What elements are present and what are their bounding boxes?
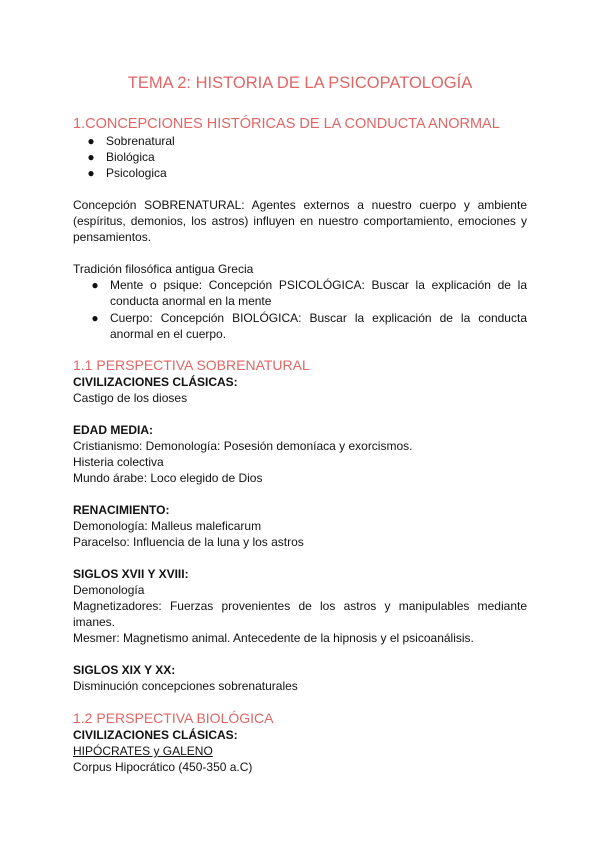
text-line: Mesmer: Magnetismo animal. Antecedente de la hipnosis y el psicoanálisis.: [73, 631, 474, 645]
era-label: SIGLOS XVII Y XVIII:: [73, 567, 189, 581]
paragraph-tradicion: Tradición filosófica antigua Grecia: [73, 262, 254, 276]
text-line: Histeria colectiva: [73, 455, 164, 469]
text-line: Demonología: [73, 583, 145, 597]
text-line: Castigo de los dioses: [73, 391, 188, 405]
text-line: Paracelso: Influencia de la luna y los astros: [73, 535, 304, 549]
bullet-icon: ●: [91, 311, 99, 325]
text-line: Cristianismo: Demonología: Posesión demoníaca y exorcismos.: [73, 439, 413, 453]
page-title: TEMA 2: HISTORIA DE LA PSICOPATOLOGÍA: [127, 74, 473, 92]
text-line: Corpus Hipocrático (450-350 a.C): [73, 760, 253, 774]
text-line: Demonología: Malleus maleficarum: [73, 519, 262, 533]
underlined-names: HIPÓCRATES y GALENO: [73, 744, 213, 758]
section-heading-concepciones: 1.CONCEPCIONES HISTÓRICAS DE LA CONDUCTA ANORMAL: [73, 116, 500, 132]
section-heading-biologica: 1.2 PERSPECTIVA BIOLÓGICA: [73, 710, 274, 726]
bullet-icon: ●: [87, 166, 95, 180]
era-label: RENACIMIENTO:: [73, 503, 170, 517]
document-page: TEMA 2: HISTORIA DE LA PSICOPATOLOGÍA 1.CONCEPCIONES HISTÓRICAS DE LA CONDUCTA ANORMAL ● Sobrenatural ● Biológica ● Psicologica Concepción SOBRENATURAL: Agentes externos a nuestro cuerpo y ambiente (espíritus, demonios, los astros) influyen en nuestro comportamiento, emociones y pensamientos. Tradición filosófica antigua Grecia ● Mente o psique: Concepción PSICOLÓGICA: Buscar la explicación de la conducta anormal en la mente ● Cuerpo: Concepción BIOLÓGICA: Buscar la explicación de la conducta anormal en el cuerpo. 1.1 PERSPECTIVA SOBRENATURAL CIVILIZACIONES CLÁSICAS: Castigo de los dioses EDAD MEDIA: Cristianismo: Demonología: Posesión demoníaca y exorcismos. Histeria colectiva Mundo árabe: Loco elegido de Dios RENACIMIENTO: Demonología: Malleus maleficarum Paracelso: Influencia de la luna y los astros SIGLOS XVII Y XVIII: Demonología Magnetizadores: Fuerzas provenientes de los astros y manipulables mediante imanes. Mesmer: Magnetismo animal. Antecedente de la hipnosis y el psicoanálisis. SIGLOS XIX Y XX: Disminución concepciones sobrenaturales 1.2 PERSPECTIVA BIOLÓGICA CIVILIZACIONES CLÁSICAS: HIPÓCRATES y GALENO Corpus Hipocrático (450-350 a.C): [0, 0, 600, 848]
paragraph-sobrenatural: Concepción SOBRENATURAL: Agentes externos a nuestro cuerpo y ambiente (espíritus, demonios, los astros) influyen en nuestro comportamiento, emociones y pensamientos.: [73, 198, 527, 244]
bullet-icon: ●: [87, 150, 95, 164]
text-line: Disminución concepciones sobrenaturales: [73, 679, 298, 693]
era-label: EDAD MEDIA:: [73, 423, 153, 437]
era-label: CIVILIZACIONES CLÁSICAS:: [73, 728, 238, 742]
text-line: [73, 743, 527, 759]
section-heading-sobrenatural: 1.1 PERSPECTIVA SOBRENATURAL: [73, 357, 310, 373]
era-label: CIVILIZACIONES CLÁSICAS:: [73, 375, 238, 389]
text-line: Mundo árabe: Loco elegido de Dios: [73, 471, 263, 485]
text-line: Magnetizadores: Fuerzas provenientes de los astros y manipulables mediante imanes.: [73, 599, 527, 629]
bullet-icon: ●: [91, 278, 99, 292]
bullet-icon: ●: [87, 134, 95, 148]
era-label: SIGLOS XIX Y XX:: [73, 663, 176, 677]
